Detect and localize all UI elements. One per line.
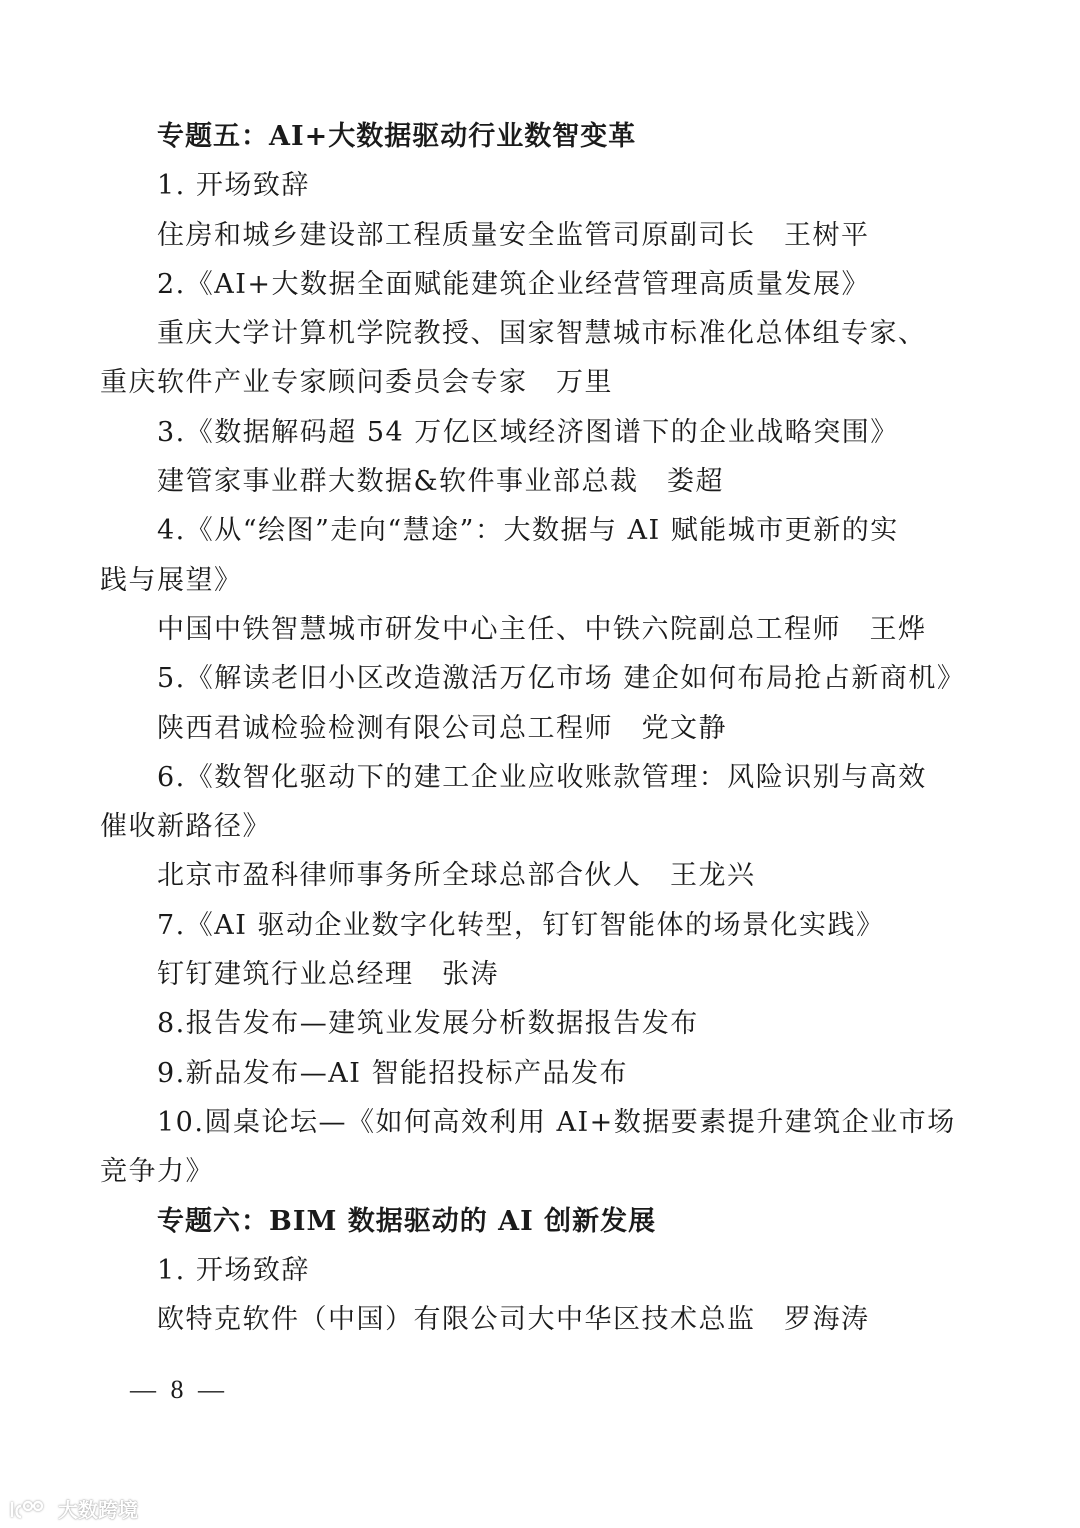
agenda-item-10: 10.圆桌论坛—《如何高效利用 AI+数据要素提升建筑企业市场 xyxy=(157,1106,956,1138)
agenda-item-6: 6.《数智化驱动下的建工企业应收账款管理：风险识别与高效 xyxy=(157,761,927,793)
speaker-line: 欧特克软件（中国）有限公司大中华区技术总监 罗海涛 xyxy=(157,1304,870,1336)
agenda-item-9: 9.新品发布—AI 智能招投标产品发布 xyxy=(157,1057,629,1089)
speaker-line: 住房和城乡建设部工程质量安全监管司原副司长 王树平 xyxy=(157,219,870,251)
brand-logo-icon xyxy=(8,1498,52,1520)
section-heading-topic-6: 专题六：BIM 数据驱动的 AI 创新发展 xyxy=(157,1205,657,1237)
watermark xyxy=(8,1494,138,1523)
speaker-line: 重庆大学计算机学院教授、国家智慧城市标准化总体组专家、 xyxy=(157,318,927,350)
agenda-item-2: 2.《AI+大数据全面赋能建筑企业经营管理高质量发展》 xyxy=(157,268,871,300)
agenda-item-10-continued: 竞争力》 xyxy=(100,1156,214,1188)
speaker-line: 钉钉建筑行业总经理 张涛 xyxy=(157,959,499,991)
document-body xyxy=(100,112,966,1344)
agenda-item-opening: 1. 开场致辞 xyxy=(157,1254,310,1286)
watermark-text: 大数跨境 xyxy=(58,1498,138,1522)
speaker-line: 建管家事业群大数据&软件事业部总裁 娄超 xyxy=(157,466,725,498)
speaker-line: 中国中铁智慧城市研发中心主任、中铁六院副总工程师 王烨 xyxy=(157,613,927,645)
section-heading-topic-5: 专题五：AI+大数据驱动行业数智变革 xyxy=(157,121,637,152)
speaker-line-continued: 重庆软件产业专家顾问委员会专家 万里 xyxy=(100,367,613,399)
speaker-line: 北京市盈科律师事务所全球总部合伙人 王龙兴 xyxy=(157,860,756,892)
agenda-item-6-continued: 催收新路径》 xyxy=(100,811,271,843)
speaker-line: 陕西君诚检验检测有限公司总工程师 党文静 xyxy=(157,712,727,744)
agenda-item-3: 3.《数据解码超 54 万亿区域经济图谱下的企业战略突围》 xyxy=(157,416,899,448)
agenda-item-opening: 1. 开场致辞 xyxy=(157,170,310,202)
page-number: — 8 — xyxy=(130,1375,228,1404)
agenda-item-5: 5.《解读老旧小区改造激活万亿市场 建企如何布局抢占新商机》 xyxy=(157,663,966,695)
agenda-item-7: 7.《AI 驱动企业数字化转型，钉钉智能体的场景化实践》 xyxy=(157,909,885,941)
agenda-item-4: 4.《从“绘图”走向“慧途”：大数据与 AI 赋能城市更新的实 xyxy=(157,515,899,547)
agenda-item-8: 8.报告发布—建筑业发展分析数据报告发布 xyxy=(157,1008,699,1040)
agenda-item-4-continued: 践与展望》 xyxy=(100,564,243,596)
